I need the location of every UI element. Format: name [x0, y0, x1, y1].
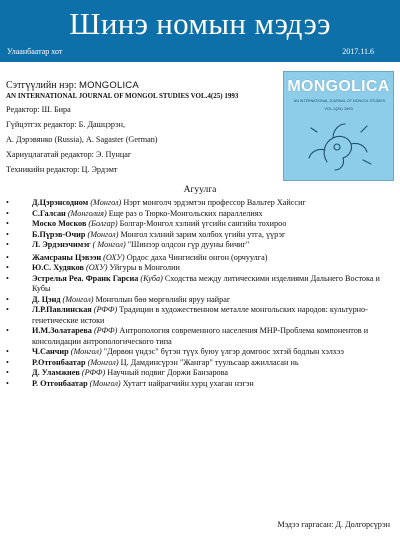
toc-author: Л.Р.Павлинская — [32, 305, 92, 314]
cover-artwork-icon — [297, 114, 383, 176]
bullet-icon: • — [6, 252, 9, 262]
bullet-icon: • — [6, 294, 9, 304]
toc-country: (Монгол) — [90, 198, 122, 207]
bullet-icon: • — [6, 368, 9, 377]
bullet-icon: • — [6, 229, 9, 239]
bullet-icon: • — [6, 357, 9, 367]
toc-author: И.М.Золатарева — [32, 326, 92, 335]
toc-country: (Монгол) — [70, 347, 102, 356]
journal-info — [6, 80, 274, 175]
journal-cover-image — [283, 71, 394, 181]
toc-country: (РФФ) — [93, 326, 118, 335]
cover-volume: VOL.4(25) 1993 — [324, 106, 353, 111]
toc-author: Д. Цэнд — [32, 294, 61, 304]
bullet-icon: • — [6, 198, 9, 207]
bullet-icon: • — [6, 240, 9, 249]
toc-item — [4, 358, 398, 369]
cover-wordmark: MONGOLICA — [287, 78, 390, 95]
toc-country: (Монгол) — [62, 294, 94, 304]
toc-title: Болгар-Монгол хэлний үгсийн сангийн тохироо — [117, 219, 287, 228]
toc-author: Б.Пүрэв-Очир — [32, 229, 86, 239]
toc-heading: Агуулга — [183, 185, 217, 195]
toc-item — [4, 253, 398, 264]
journal-editor: Редактор: Ш. Бира — [6, 105, 71, 115]
toc-country: (Монголия) — [67, 208, 107, 218]
toc-title: "Шинээр олдсон гүр дууны бичиг" — [125, 240, 250, 249]
bullet-icon: • — [6, 263, 9, 272]
toc-title: Еще раз о Тюрко-Монгольских параллелиях — [106, 208, 263, 218]
toc-country: (ОХУ) — [86, 263, 108, 272]
toc-author: Жамсраны Цэвээн — [32, 252, 102, 262]
toc-item — [4, 274, 398, 295]
journal-subtitle: AN INTERNATIONAL JOURNAL OF MONGOL STUDIES VOL.4(25) 1993 — [6, 92, 239, 100]
journal-label: Сэтгүүлийн нэр: — [6, 80, 77, 91]
header-place: Улаанбаатар хот — [7, 47, 63, 56]
toc-item — [4, 347, 398, 358]
toc-country: (РФФ) — [93, 305, 118, 314]
toc-country: (ОХУ) — [103, 252, 125, 262]
cover-subtitle: AN INTERNATIONAL JOURNAL OF MONGOL STUDIES — [293, 99, 386, 103]
toc-author: Д. Уламжиев — [32, 368, 80, 377]
toc-country: (Монгол) — [89, 378, 121, 388]
journal-technical-editor: Техникийн редактор: Ц. Эрдэмт — [6, 164, 118, 174]
toc-list — [4, 198, 398, 391]
toc-item — [4, 379, 398, 390]
bullet-icon: • — [6, 305, 9, 314]
toc-item — [4, 263, 398, 274]
toc-country: ( Монгол) — [92, 240, 126, 249]
bullet-icon: • — [6, 326, 9, 335]
toc-item — [4, 198, 398, 209]
journal-name: MONGOLICA — [79, 80, 139, 91]
toc-item — [4, 240, 398, 251]
toc-author: Эстрелья Реа. Франк Гарсиа — [32, 273, 139, 283]
toc-item — [4, 230, 398, 241]
toc-author: Д.Цэрэнсодном — [32, 198, 89, 207]
toc-author: Р.Отгонбаатар — [32, 357, 86, 367]
bullet-icon: • — [6, 219, 9, 228]
header-banner — [0, 0, 400, 62]
toc-author: Моско Москов — [32, 219, 87, 228]
toc-author: Л. Эрдэнэчимэг — [32, 240, 91, 249]
toc-title: Антропология современного населения МНР-Проблема компонентов и консолидации антропологического типа — [32, 326, 369, 346]
toc-title: Хутагт найрагчийн хурц ухаган нэгэн — [120, 378, 254, 388]
toc-author: Ч.Санчир — [32, 347, 69, 356]
toc-author: Ю.С. Худяков — [32, 263, 84, 272]
toc-country: (Монгол) — [87, 357, 119, 367]
footer-compiler: Мэдээ гаргасан: Д. Долгорсүрэн — [277, 520, 390, 529]
journal-responsible-editor: Хариуцлагатай редактор: Э. Пунцаг — [6, 149, 132, 159]
bullet-icon: • — [6, 347, 9, 356]
page-title: Шинэ номын мэдээ — [69, 6, 331, 41]
toc-title: Монгол хэлний зарим холбох үгийн утга, үүрэг — [118, 229, 286, 239]
toc-item — [4, 219, 398, 230]
toc-title: Монголын бөө мөргөлийн яруу найраг — [93, 294, 231, 304]
toc-title: Сходства между литическими изделиями Дальнего Востока и Кубы — [32, 273, 380, 293]
toc-country: (Куба) — [140, 273, 163, 283]
toc-author: С.Галсан — [32, 208, 66, 218]
toc-item — [4, 368, 398, 379]
toc-country: (Болгар) — [88, 219, 118, 228]
bullet-icon: • — [6, 378, 9, 388]
toc-item — [4, 209, 398, 220]
header-date: 2017.11.6 — [342, 47, 374, 56]
toc-country: (Монгол) — [87, 229, 119, 239]
toc-country: (РФФ) — [81, 368, 106, 377]
bullet-icon: • — [6, 273, 9, 283]
toc-title: Традиции в художественном металле монгольских народов: культурно-генетические истоки — [32, 305, 368, 325]
toc-title: Ордос даха Чингисийн онгон (орчуулга) — [124, 252, 268, 262]
toc-title: Нэрт монголч эрдэмтэн профессор Вальтер Хайссиг — [121, 198, 306, 207]
toc-title: Научный подвиг Доржи Банзарова — [105, 368, 229, 377]
toc-author: Р. Отгонбаатар — [32, 378, 88, 388]
toc-title: Уйгуры в Монголии — [107, 263, 180, 272]
toc-item — [4, 326, 398, 347]
bullet-icon: • — [6, 208, 9, 218]
toc-title: Ц. Дамдинсүрэн "Жангар" туульсаар ажилласан нь — [118, 357, 299, 367]
journal-name-line — [6, 80, 274, 92]
journal-executive-editors-cont: А. Дэрэвянко (Russia), A. Sagaster (German) — [6, 135, 158, 145]
toc-title: "Дөрвөн үндэс" бүтэн түүх буюу үлгэр домгоос эхтэй бодлын хэлхээ — [101, 347, 344, 356]
toc-item — [4, 305, 398, 326]
journal-executive-editors: Гүйцэтгэх редактор: Б. Дашцэрэн, — [6, 120, 126, 130]
toc-item — [4, 295, 398, 306]
